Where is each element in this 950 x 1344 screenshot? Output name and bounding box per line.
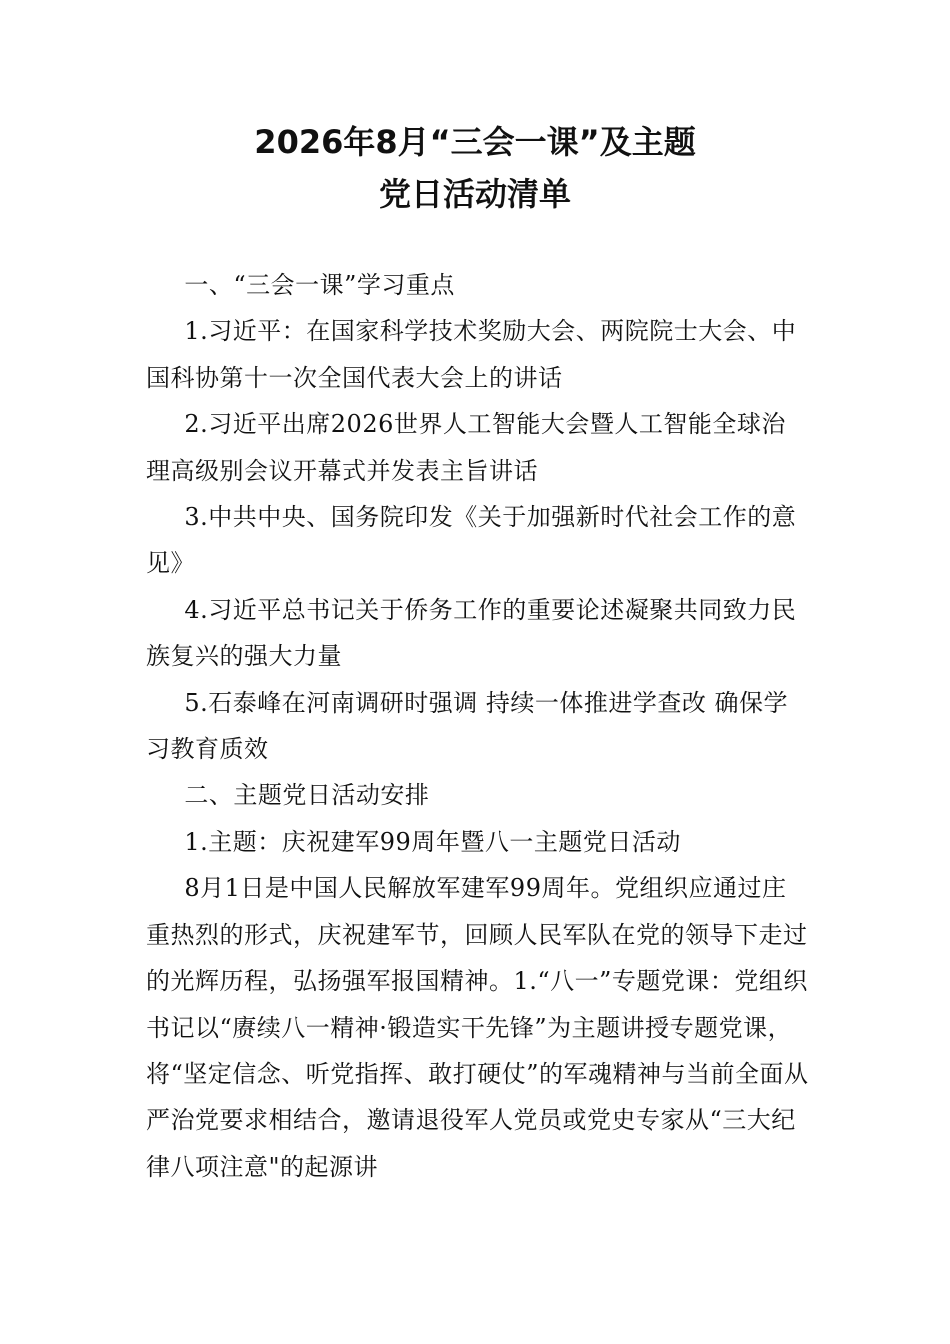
study-item-5: 5.石泰峰在河南调研时强调 持续一体推进学查改 确保学习教育质效 — [146, 688, 789, 764]
document-body — [146, 262, 810, 1190]
activity-paragraph: 8月1日是中国人民解放军建军99周年。党组织应通过庄重热烈的形式，庆祝建军节，回顾人民军队在党的领导下走过的光辉历程，弘扬强军报国精神。1.“八一”专题党课：党组织书记以“赓续八一精神·锻造实干先锋”为主题讲授专题党课，将“坚定信念、听党指挥、敢打硬仗”的军魂精神与当前全面从严治党要求相结合，邀请退役军人党员或党史专家从“三大纪律八项注意"的起源讲 — [146, 874, 809, 1181]
study-item-1: 1.习近平：在国家科学技术奖励大会、两院院士大会、中国科协第十一次全国代表大会上的讲话 — [146, 317, 797, 392]
study-item-4: 4.习近平总书记关于侨务工作的重要论述凝聚共同致力民族复兴的强大力量 — [146, 595, 797, 671]
section2-heading: 二、主题党日活动安排 — [184, 781, 430, 810]
study-item-3: 3.中共中央、国务院印发《关于加强新时代社会工作的意见》 — [146, 503, 797, 578]
study-item-2: 2.习近平出席2026世界人工智能大会暨人工智能全球治理高级别会议开幕式并发表主旨讲话 — [146, 410, 786, 485]
document-title-line1: 2026年8月“三会一课”及主题 — [254, 123, 696, 161]
activity-topic: 1.主题：庆祝建军99周年暨八一主题党日活动 — [184, 827, 681, 856]
section1-heading: 一、“三会一课”学习重点 — [184, 271, 455, 299]
document-title-line2: 党日活动清单 — [378, 175, 571, 213]
